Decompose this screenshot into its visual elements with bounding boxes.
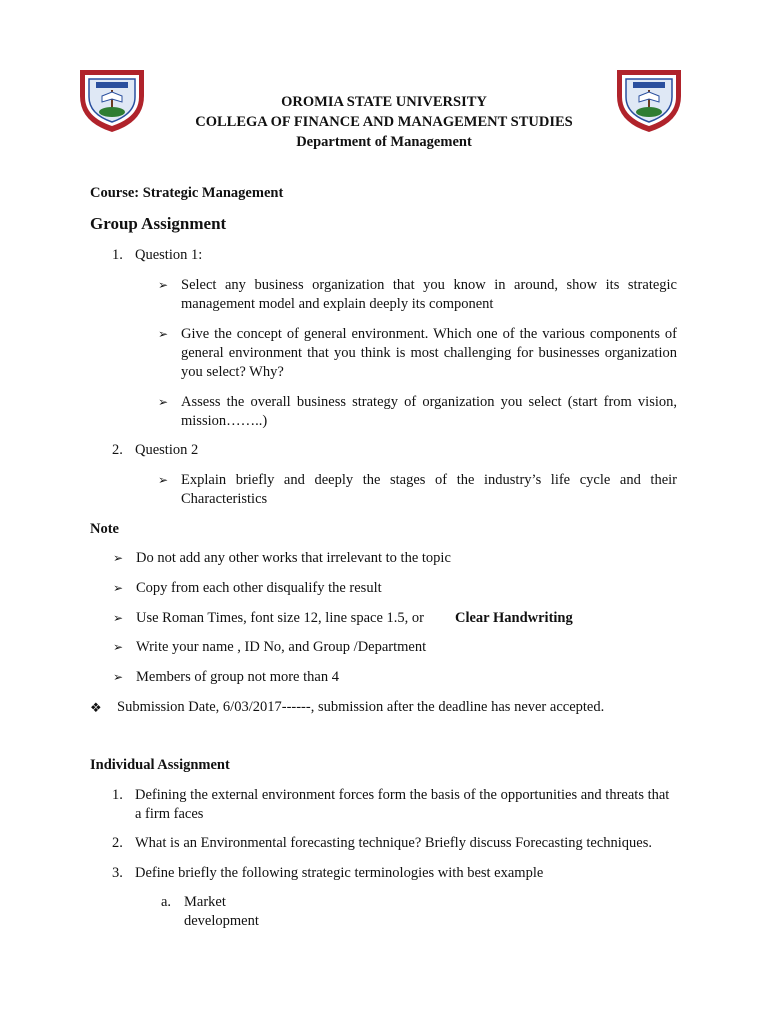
diamond-bullet-icon: ❖: [90, 700, 102, 715]
department-name: Department of Management: [296, 134, 472, 150]
individual-assignment-title: Individual Assignment: [90, 757, 230, 773]
question-label: Question 1:: [135, 247, 203, 263]
emphasis-text: Clear Handwriting: [455, 610, 573, 626]
college-name: COLLEGA OF FINANCE AND MANAGEMENT STUDIES: [195, 114, 573, 130]
arrow-bullet-icon: ➢: [113, 581, 124, 595]
course-title: Course: Strategic Management: [90, 185, 284, 201]
arrow-bullet-icon: ➢: [158, 278, 169, 292]
arrow-bullet-icon: ➢: [158, 327, 169, 341]
question-number: 1.: [112, 247, 123, 263]
arrow-bullet-icon: ➢: [158, 473, 169, 487]
arrow-bullet-icon: ➢: [113, 611, 124, 625]
arrow-bullet-icon: ➢: [113, 670, 124, 684]
group-assignment-title: Group Assignment: [90, 214, 227, 233]
arrow-bullet-icon: ➢: [113, 640, 124, 654]
question-label: Question 2: [135, 442, 199, 458]
question-number: 2.: [112, 442, 123, 458]
note-title: Note: [90, 521, 119, 537]
document-header: [0, 93, 768, 153]
arrow-bullet-icon: ➢: [158, 395, 169, 409]
arrow-bullet-icon: ➢: [113, 551, 124, 565]
university-name: OROMIA STATE UNIVERSITY: [281, 94, 487, 110]
